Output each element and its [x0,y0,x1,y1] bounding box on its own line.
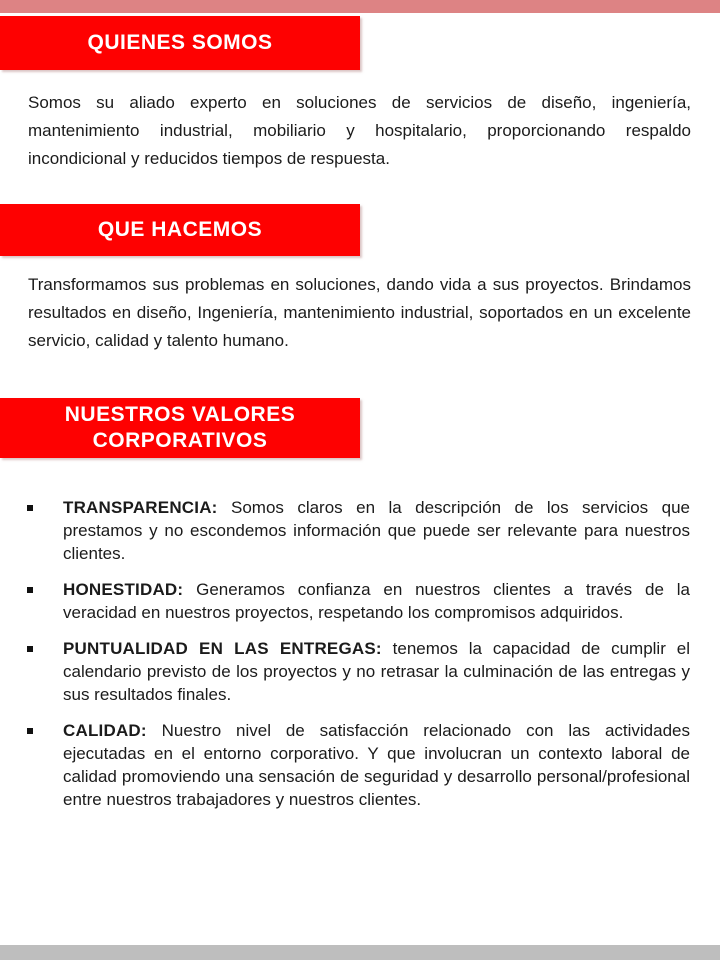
list-item-honestidad [27,578,690,624]
list-item-puntualidad [27,637,690,706]
value-term: PUNTUALIDAD EN LAS ENTREGAS: [63,639,382,658]
que-hacemos-paragraph: Transformamos sus problemas en soluciones, dando vida a sus proyectos. Brindamos resultados en diseño, Ingeniería, mantenimiento industrial, soportados en un excelente servicio, calidad y talento humano. [28,275,691,350]
banner-valores-corporativos [0,398,360,458]
value-term: TRANSPARENCIA: [63,498,218,517]
section-quienes-somos [0,16,720,173]
section-que-hacemos [0,204,720,355]
square-bullet-icon [27,587,33,593]
value-text [63,719,690,811]
banner-que-hacemos [0,204,360,256]
value-description: Generamos confianza en nuestros clientes a través de la veracidad en nuestros proyectos, respetando los compromisos adquiridos. [63,580,690,622]
value-description: Nuestro nivel de satisfacción relacionado con las actividades ejecutadas en el entorno corporativo. Y que involucran un contexto laboral de calidad promoviendo una sensación de seguridad y desarrollo personal/profesional entre nuestros trabajadores y nuestros clientes. [63,721,690,809]
banner-quienes-somos-title: QUIENES SOMOS [87,31,273,54]
value-text [63,496,690,565]
value-text [63,578,690,624]
bottom-footer-bar [0,945,720,960]
square-bullet-icon [27,728,33,734]
section-valores-corporativos [0,398,720,811]
value-description: tenemos la capacidad de cumplir el calendario previsto de los proyectos y no retrasar la culminación de las entregas y sus resultados finales. [63,639,690,704]
banner-valores-corporativos-title: NUESTROS VALORES CORPORATIVOS [64,403,296,452]
values-list [27,496,690,811]
value-term: HONESTIDAD: [63,580,184,599]
banner-que-hacemos-title: QUE HACEMOS [97,218,263,241]
list-item-transparencia [27,496,690,565]
value-term: CALIDAD: [63,721,147,740]
banner-quienes-somos [0,16,360,70]
value-description: Somos claros en la descripción de los servicios que prestamos y no escondemos información que puede ser relevante para nuestros clientes. [63,498,690,563]
value-text [63,637,690,706]
square-bullet-icon [27,505,33,511]
quienes-somos-paragraph: Somos su aliado experto en soluciones de servicios de diseño, ingeniería, mantenimiento industrial, mobiliario y hospitalario, proporcionando respaldo incondicional y reducidos tiempos de respuesta. [28,93,691,168]
list-item-calidad [27,719,690,811]
square-bullet-icon [27,646,33,652]
